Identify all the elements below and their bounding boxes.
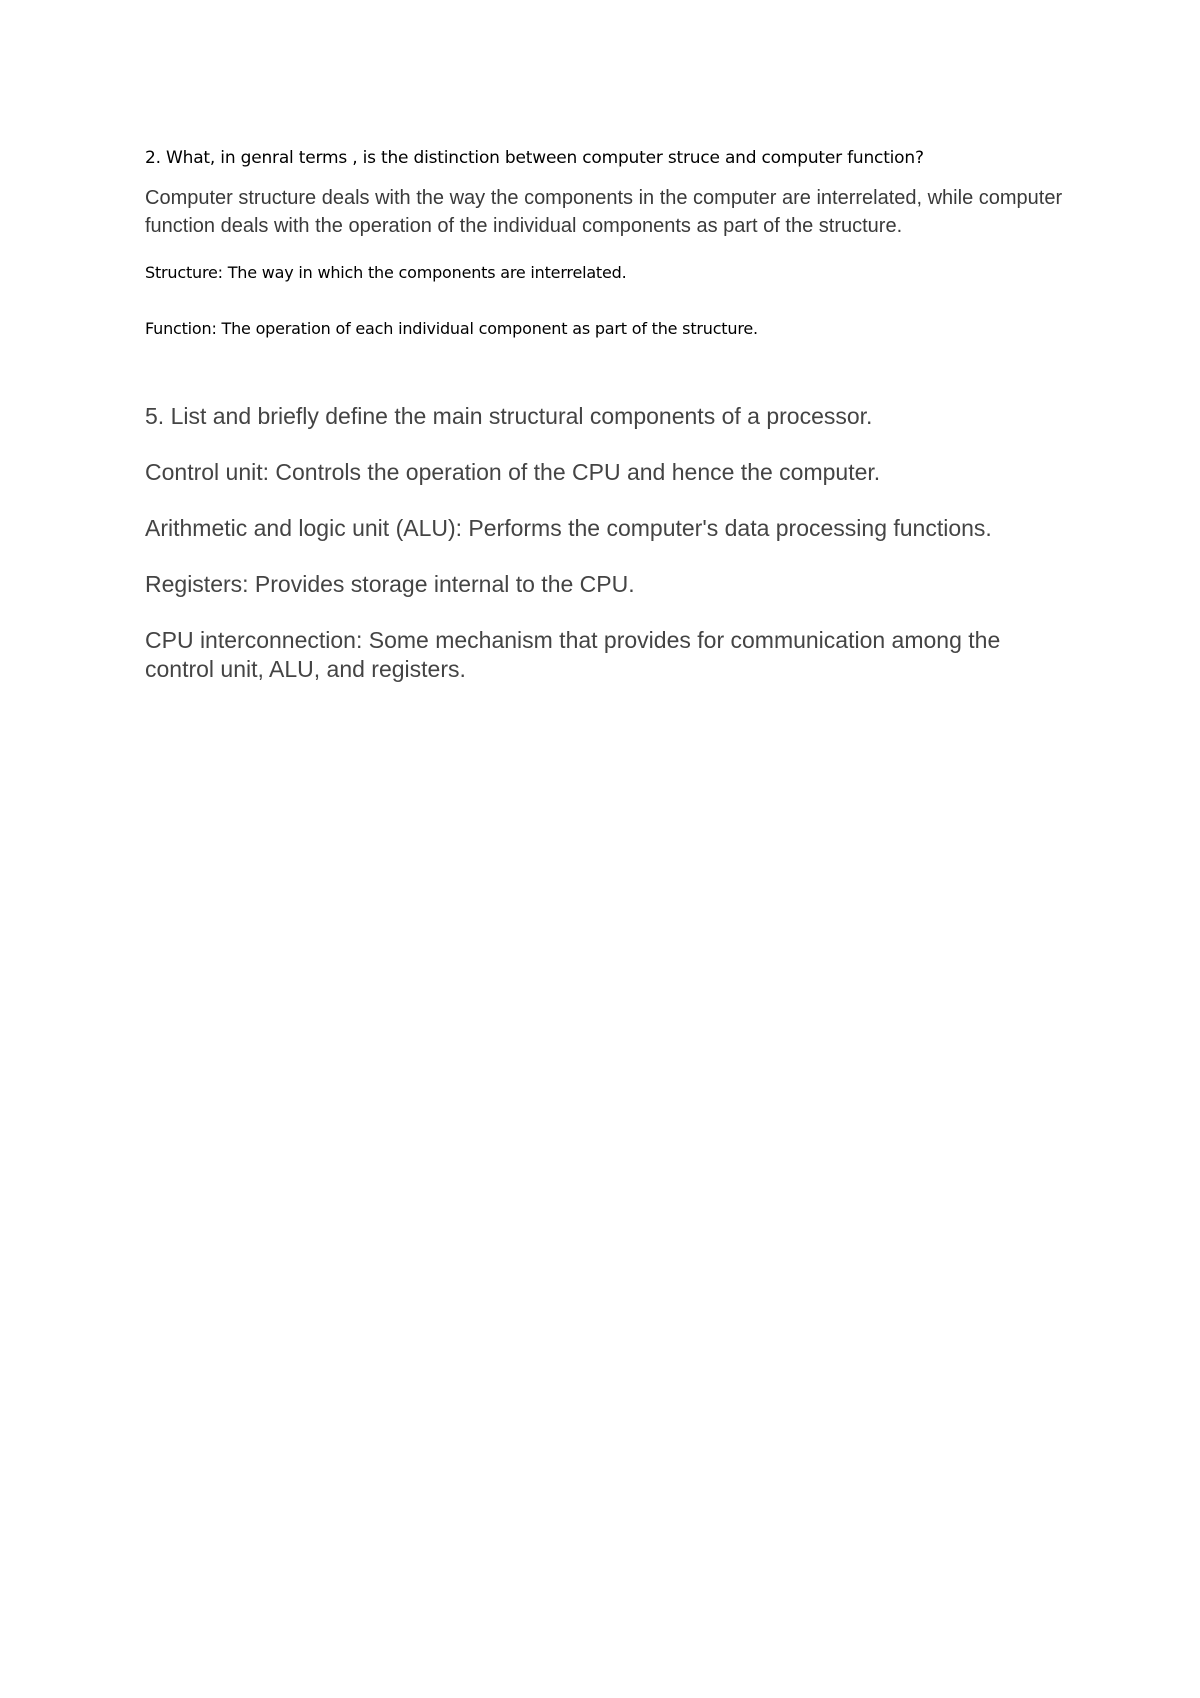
component-cpu-interconnection: CPU interconnection: Some mechanism that provides for communication among the control unit, ALU, and registers. [145,627,1001,682]
component-alu: Arithmetic and logic unit (ALU): Performs the computer's data processing functions. [145,515,992,541]
document-content [145,146,1075,684]
definition-function-term: Function: [145,319,217,338]
question-5-heading: 5. List and briefly define the main structural components of a processor. [145,403,873,429]
question-2-heading: 2. What, in genral terms , is the distinction between computer struce and computer function? [145,148,924,168]
component-control-unit: Control unit: Controls the operation of the CPU and hence the computer. [145,459,881,485]
question-2-answer: Computer structure deals with the way the components in the computer are interrelated, while computer function deals with the operation of the individual components as part of the structure. [145,187,1063,237]
definition-function [145,318,1075,340]
definition-function-text: The operation of each individual component as part of the structure. [216,319,758,338]
component-registers: Registers: Provides storage internal to the CPU. [145,571,635,597]
definition-structure [145,262,1075,284]
definition-structure-text: The way in which the components are interrelated. [222,263,627,282]
definition-structure-term: Structure: [145,263,223,282]
